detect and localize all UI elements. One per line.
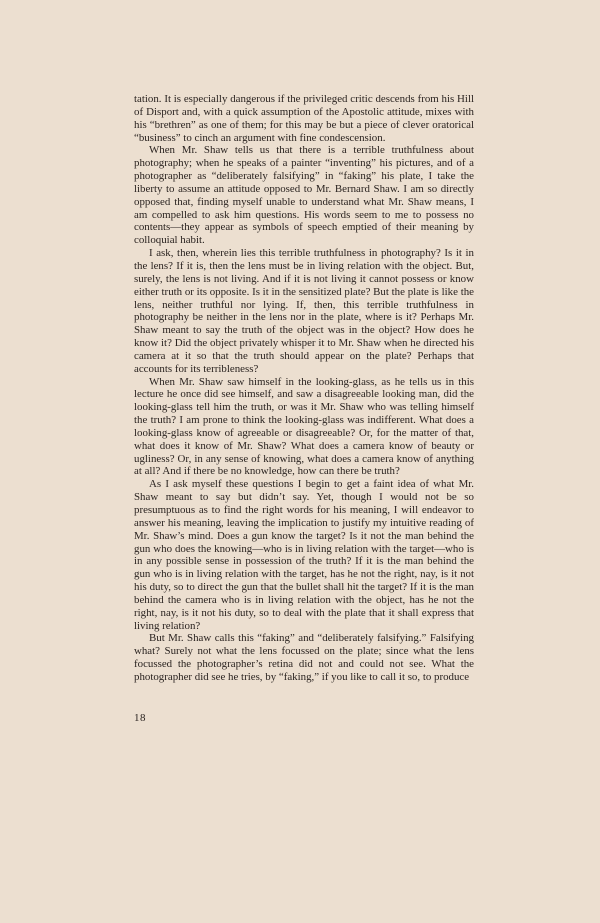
paragraph-4: When Mr. Shaw saw himself in the looking-glass, as he tells us in this lecture he once did see himself, and saw a disagreeable looking man, did the looking-glass tell him the truth, or was it Mr. Shaw who was telling himself the truth? I am prone to think the looking-glass was indifferent. What does a looking-glass know of agreeable or disagreeable? Or, for the matter of that, what does it know of Mr. Shaw? What does a camera know of beauty or ugliness? Or, in any sense of knowing, what does a camera know of anything at all? And if there be no knowledge, how can there be truth?: [134, 375, 474, 478]
paragraph-3: I ask, then, wherein lies this terrible truthfulness in photography? Is it in the lens? If it is, then the lens must be in living relation with the object. But, surely, the lens is not living. And if it is not living it cannot possess or know either truth or its opposite. Is it in the sensitized plate? But the plate is like the lens, neither truthful nor lying. If, then, this terrible truthfulness in photography be neither in the lens nor in the plate, where is it? Perhaps Mr. Shaw meant to say the truth of the object was in the object? How does he know it? Did the object privately whisper it to Mr. Shaw when he directed his camera at it so that the truth should appear on the plate? Perhaps that accounts for its terribleness?: [134, 247, 474, 375]
paragraph-6: But Mr. Shaw calls this “faking” and “deliberately falsifying.” Falsifying what? Surely not what the lens focussed on the plate; since what the lens focussed the photographer’s retina did not and could not see. What the photographer did see he tries, by “faking,” if you like to call it so, to produce: [134, 632, 474, 683]
paragraph-5: As I ask myself these questions I begin to get a faint idea of what Mr. Shaw meant to say but didn’t say. Yet, though I would not be so presumptuous as to find the right words for his meaning, I will endeavor to answer his meaning, leaving the implication to justify my intuitive reading of Mr. Shaw’s mind. Does a gun know the target? Is it not the man behind the gun who does the knowing—who is in living relation with the target—who is in any possible sense in possession of the truth? If it is the man behind the gun who is in living relation with the target, has he not the right, nay, is it not his duty, so to direct the gun that the bullet shall hit the target? If it is the man behind the camera who is in living relation with the object, has he not the right, nay, is it not his duty, so to deal with the plate that it shall express that living relation?: [134, 478, 474, 632]
body-text: [134, 93, 474, 684]
paragraph-1: tation. It is especially dangerous if the privileged critic descends from his Hill of Disport and, with a quick assumption of the Apostolic attitude, mixes with his “brethren” as one of them; for this may be but a piece of clever oratorical “business” to cinch an argument with fine condescension.: [134, 93, 474, 144]
page-number: 18: [134, 712, 146, 724]
paragraph-2: When Mr. Shaw tells us that there is a terrible truthfulness about photography; when he speaks of a painter “inventing” his pictures, and of a photographer as “deliberately falsifying” in “faking” his plate, I take the liberty to assume an attitude opposed to Mr. Bernard Shaw. I am so directly opposed that, finding myself unable to understand what Mr. Shaw means, I am compelled to ask him questions. His words seem to me to possess no contents—they appear as symbols of speech emptied of their meaning by colloquial habit.: [134, 144, 474, 247]
